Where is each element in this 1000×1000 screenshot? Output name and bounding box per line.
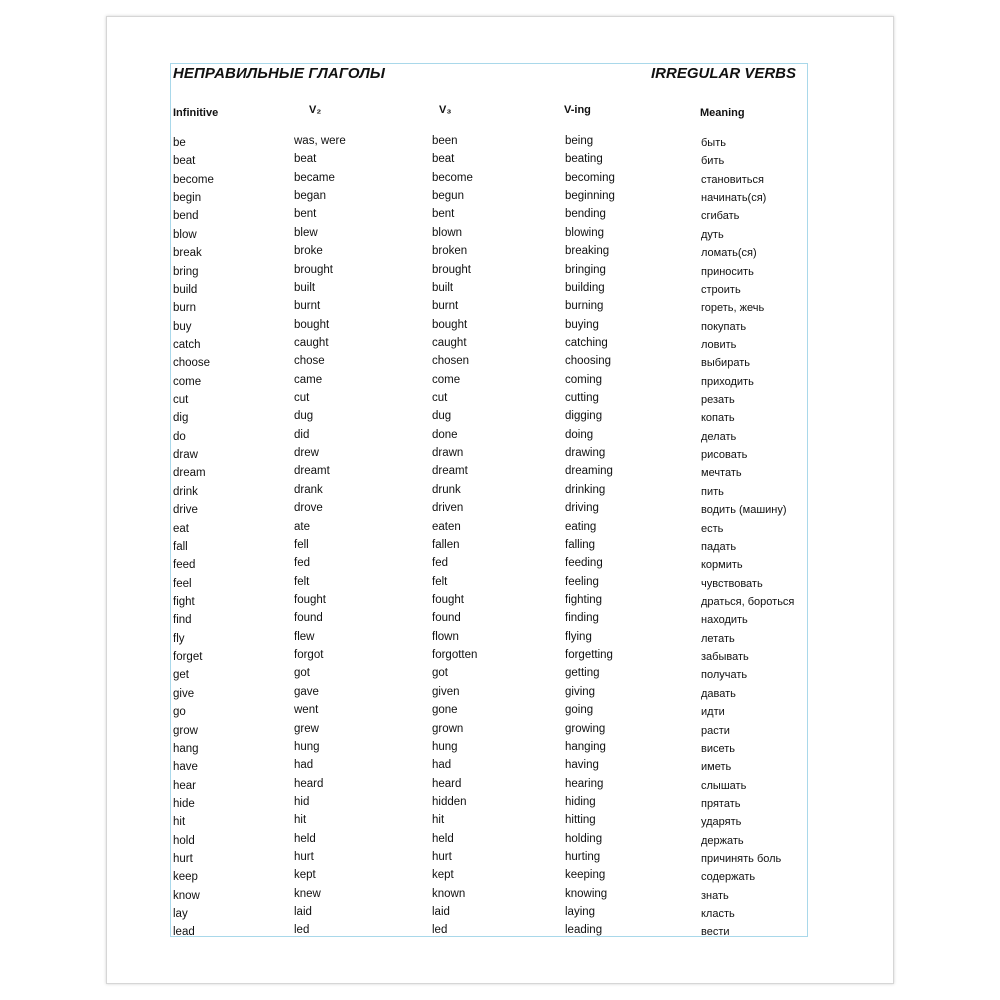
cell-v3: broken — [432, 245, 468, 258]
cell-infinitive: hang — [173, 742, 199, 755]
cell-ving: forgetting — [565, 649, 613, 662]
cell-v2: beat — [294, 153, 317, 166]
cell-meaning: идти — [701, 706, 725, 719]
table-row — [171, 870, 807, 888]
cell-ving: falling — [565, 538, 596, 551]
table-row — [171, 925, 807, 937]
cell-v2: hit — [294, 814, 307, 827]
table-row — [171, 320, 807, 338]
cell-infinitive: break — [173, 247, 202, 260]
table-row — [171, 632, 807, 650]
table-row — [171, 577, 807, 595]
cell-ving: becoming — [565, 171, 615, 184]
table-row — [171, 834, 807, 852]
table-row — [171, 852, 807, 870]
cell-ving: laying — [565, 906, 596, 919]
cell-infinitive: begin — [173, 192, 202, 205]
cell-meaning: содержать — [701, 871, 756, 884]
cell-infinitive: get — [173, 669, 189, 682]
cell-v3: hit — [432, 814, 445, 827]
table-row — [171, 797, 807, 815]
cell-infinitive: drive — [173, 504, 198, 517]
cell-infinitive: have — [173, 761, 198, 774]
cell-infinitive: feel — [173, 577, 192, 590]
cell-ving: buying — [565, 318, 599, 331]
cell-infinitive: choose — [173, 357, 211, 370]
cell-infinitive: lead — [173, 926, 195, 937]
table-row — [171, 209, 807, 227]
table-row — [171, 283, 807, 301]
cell-ving: keeping — [565, 869, 606, 882]
cell-v2: cut — [294, 392, 310, 405]
cell-infinitive: bring — [173, 265, 199, 278]
cell-v2: hid — [294, 795, 310, 808]
cell-meaning: становиться — [701, 173, 764, 186]
cell-v2: gave — [294, 685, 319, 698]
cell-infinitive: know — [173, 889, 200, 902]
cell-v3: dug — [432, 410, 452, 423]
table-row — [171, 191, 807, 209]
cell-v3: grown — [432, 722, 464, 735]
cell-v2: grew — [294, 722, 319, 735]
cell-v2: burnt — [294, 300, 321, 313]
cell-ving: getting — [565, 667, 600, 680]
cell-infinitive: fall — [173, 540, 188, 553]
verb-rows — [171, 136, 807, 937]
cell-meaning: драться, бороться — [701, 595, 795, 608]
table-row — [171, 540, 807, 558]
cell-v2: caught — [294, 336, 329, 349]
cell-v2: hung — [294, 740, 320, 753]
cell-v2: became — [294, 171, 335, 184]
cell-v3: hung — [432, 740, 458, 753]
cell-v2: dug — [294, 410, 314, 423]
cell-infinitive: drink — [173, 485, 198, 498]
cell-ving: being — [565, 135, 594, 147]
cell-v3: fought — [432, 593, 464, 606]
cell-v3: fed — [432, 557, 448, 570]
cell-v2: felt — [294, 575, 310, 588]
cell-v3: begun — [432, 190, 464, 203]
cell-v3: brought — [432, 263, 472, 276]
cell-infinitive: burn — [173, 302, 197, 315]
cell-v2: had — [294, 759, 314, 772]
cell-v3: blown — [432, 226, 463, 239]
cell-ving: hurting — [565, 851, 601, 864]
cell-v2: came — [294, 373, 323, 386]
cell-v3: known — [432, 887, 466, 900]
cell-v2: laid — [294, 906, 312, 919]
cell-infinitive: dig — [173, 412, 189, 425]
cell-ving: leading — [565, 924, 603, 937]
cell-v3: fallen — [432, 538, 460, 551]
cell-infinitive: hurt — [173, 853, 193, 866]
cell-meaning: ломать(ся) — [701, 247, 757, 260]
cell-v2: bent — [294, 208, 317, 221]
header-infinitive: Infinitive — [173, 107, 219, 119]
cell-v3: done — [432, 428, 458, 441]
cell-v2: led — [294, 924, 310, 937]
cell-infinitive: do — [173, 430, 186, 443]
cell-ving: holding — [565, 832, 603, 845]
cell-ving: beating — [565, 153, 603, 166]
cell-infinitive: eat — [173, 522, 189, 535]
table-row — [171, 246, 807, 264]
cell-v2: fed — [294, 557, 310, 570]
cell-meaning: есть — [701, 522, 724, 535]
cell-v3: hidden — [432, 795, 467, 808]
cell-v3: gone — [432, 704, 458, 717]
table-row — [171, 430, 807, 448]
cell-v3: built — [432, 281, 454, 294]
table-row — [171, 466, 807, 484]
cell-ving: cutting — [565, 392, 599, 405]
table-row — [171, 154, 807, 172]
cell-v2: flew — [294, 630, 315, 643]
cell-v2: brought — [294, 263, 334, 276]
cell-meaning: чувствовать — [701, 577, 763, 590]
cell-meaning: рисовать — [701, 449, 748, 462]
cell-ving: flying — [565, 630, 592, 643]
table-row — [171, 668, 807, 686]
cell-meaning: бить — [701, 155, 725, 168]
table-row — [171, 742, 807, 760]
cell-meaning: быть — [701, 137, 726, 149]
cell-meaning: прятать — [701, 797, 741, 810]
cell-ving: growing — [565, 722, 606, 735]
cell-meaning: расти — [701, 724, 730, 737]
cell-meaning: забывать — [701, 651, 749, 664]
cell-ving: building — [565, 281, 605, 294]
header-ving: V-ing — [564, 104, 591, 116]
cell-v3: beat — [432, 153, 455, 166]
cell-meaning: начинать(ся) — [701, 192, 767, 205]
cell-infinitive: fly — [173, 632, 185, 645]
cell-v2: dreamt — [294, 465, 330, 478]
cell-meaning: класть — [701, 908, 735, 921]
cell-v3: driven — [432, 502, 464, 515]
cell-infinitive: draw — [173, 449, 198, 462]
title-russian: НЕПРАВИЛЬНЫЕ ГЛАГОЛЫ — [173, 65, 385, 82]
cell-infinitive: buy — [173, 320, 192, 333]
cell-meaning: знать — [701, 889, 729, 902]
cell-ving: choosing — [565, 355, 612, 368]
cell-meaning: приносить — [701, 265, 754, 278]
cell-v2: found — [294, 612, 323, 625]
cell-ving: hiding — [565, 795, 596, 808]
table-row — [171, 724, 807, 742]
cell-v3: burnt — [432, 300, 459, 313]
cell-v3: drunk — [432, 483, 461, 496]
cell-meaning: копать — [701, 412, 735, 425]
table-row — [171, 448, 807, 466]
cell-meaning: находить — [701, 614, 748, 627]
cell-v2: held — [294, 832, 316, 845]
cell-v3: bought — [432, 318, 468, 331]
cell-infinitive: hear — [173, 779, 197, 792]
cell-infinitive: hit — [173, 816, 186, 829]
cell-v2: heard — [294, 777, 324, 790]
cell-ving: bending — [565, 208, 606, 221]
cell-meaning: получать — [701, 669, 748, 682]
cell-ving: doing — [565, 428, 594, 441]
cell-meaning: слышать — [701, 779, 747, 792]
cell-v2: got — [294, 667, 310, 680]
cell-ving: knowing — [565, 887, 608, 900]
cell-v3: led — [432, 924, 448, 937]
cell-v2: broke — [294, 245, 323, 258]
cell-v3: heard — [432, 777, 462, 790]
cell-infinitive: feed — [173, 559, 196, 572]
cell-meaning: выбирать — [701, 357, 750, 370]
cell-infinitive: fight — [173, 595, 195, 608]
cell-v2: ate — [294, 520, 310, 533]
cell-infinitive: find — [173, 614, 192, 627]
cell-infinitive: grow — [173, 724, 198, 737]
cell-v2: chose — [294, 355, 325, 368]
table-row — [171, 503, 807, 521]
cell-meaning: гореть, жечь — [701, 302, 765, 315]
cell-ving: bringing — [565, 263, 606, 276]
table-row — [171, 173, 807, 191]
cell-meaning: покупать — [701, 320, 747, 333]
cell-v3: become — [432, 171, 473, 184]
cell-infinitive: hide — [173, 797, 195, 810]
cell-v3: laid — [432, 906, 450, 919]
cell-infinitive: go — [173, 706, 186, 719]
cell-ving: giving — [565, 685, 596, 698]
table-row — [171, 522, 807, 540]
cell-infinitive: cut — [173, 394, 189, 407]
cell-v2: kept — [294, 869, 316, 882]
cell-v3: caught — [432, 336, 467, 349]
cell-infinitive: be — [173, 137, 186, 149]
cell-ving: dreaming — [565, 465, 613, 478]
table-row — [171, 595, 807, 613]
table-row — [171, 889, 807, 907]
table-row — [171, 815, 807, 833]
table-row — [171, 375, 807, 393]
cell-v3: felt — [432, 575, 448, 588]
cell-meaning: ловить — [701, 338, 737, 351]
cell-meaning: кормить — [701, 559, 743, 572]
cell-meaning: дуть — [701, 228, 724, 241]
cell-meaning: приходить — [701, 375, 754, 388]
table-row — [171, 613, 807, 631]
cell-ving: hearing — [565, 777, 604, 790]
table-row — [171, 705, 807, 723]
cell-ving: hitting — [565, 814, 596, 827]
table-row — [171, 136, 807, 154]
cell-v3: got — [432, 667, 448, 680]
table-row — [171, 779, 807, 797]
cell-v2: forgot — [294, 649, 324, 662]
table-row — [171, 265, 807, 283]
cell-ving: finding — [565, 612, 599, 625]
cell-ving: digging — [565, 410, 603, 423]
table-row — [171, 650, 807, 668]
cell-meaning: пить — [701, 485, 724, 498]
header-v2: V₂ — [309, 104, 322, 116]
cell-v2: bought — [294, 318, 330, 331]
cell-v2: did — [294, 428, 310, 441]
cell-infinitive: give — [173, 687, 195, 700]
cell-infinitive: beat — [173, 155, 196, 168]
cell-ving: feeling — [565, 575, 599, 588]
cell-ving: coming — [565, 373, 603, 386]
cell-v2: was, were — [294, 135, 346, 147]
cell-v2: blew — [294, 226, 318, 239]
header-v3: V₃ — [439, 104, 452, 116]
cell-ving: drinking — [565, 483, 606, 496]
cell-ving: eating — [565, 520, 597, 533]
cell-v3: cut — [432, 392, 448, 405]
cell-v3: eaten — [432, 520, 461, 533]
cell-meaning: мечтать — [701, 467, 742, 480]
cell-v3: forgotten — [432, 649, 478, 662]
cell-infinitive: forget — [173, 651, 203, 664]
table-row — [171, 338, 807, 356]
cell-v2: drew — [294, 447, 319, 460]
cell-ving: fighting — [565, 593, 603, 606]
cell-v2: went — [294, 704, 319, 717]
cell-v2: began — [294, 190, 326, 203]
cell-v3: been — [432, 135, 458, 147]
cell-v3: flown — [432, 630, 459, 643]
cell-meaning: падать — [701, 540, 737, 553]
cell-v3: held — [432, 832, 454, 845]
cell-meaning: резать — [701, 394, 735, 407]
cell-infinitive: become — [173, 173, 214, 186]
cell-v2: knew — [294, 887, 321, 900]
table-row — [171, 301, 807, 319]
cell-v3: hurt — [432, 851, 452, 864]
table-row — [171, 485, 807, 503]
cell-v2: hurt — [294, 851, 314, 864]
cell-infinitive: build — [173, 283, 198, 296]
cell-v3: dreamt — [432, 465, 468, 478]
table-row — [171, 760, 807, 778]
cell-meaning: ударять — [701, 816, 742, 829]
cell-v3: kept — [432, 869, 454, 882]
cell-meaning: давать — [701, 687, 736, 700]
cell-v2: fell — [294, 538, 309, 551]
cell-meaning: вести — [701, 926, 730, 937]
cell-infinitive: blow — [173, 228, 197, 241]
cell-ving: catching — [565, 336, 608, 349]
cell-v2: drank — [294, 483, 323, 496]
cell-v3: given — [432, 685, 460, 698]
cell-ving: driving — [565, 502, 599, 515]
cell-meaning: висеть — [701, 742, 736, 755]
table-row — [171, 228, 807, 246]
cell-v2: drove — [294, 502, 323, 515]
cell-meaning: держать — [701, 834, 744, 847]
title-english: IRREGULAR VERBS — [650, 65, 796, 82]
table-row — [171, 687, 807, 705]
cell-ving: feeding — [565, 557, 603, 570]
table-row — [171, 356, 807, 374]
table-row — [171, 393, 807, 411]
cell-infinitive: hold — [173, 834, 195, 847]
cell-infinitive: bend — [173, 210, 199, 223]
cell-infinitive: dream — [173, 467, 206, 480]
cell-ving: burning — [565, 300, 604, 313]
cell-v3: drawn — [432, 447, 464, 460]
cell-ving: blowing — [565, 226, 604, 239]
cell-v2: fought — [294, 593, 326, 606]
cell-v3: bent — [432, 208, 455, 221]
verb-table-frame — [170, 63, 808, 937]
cell-infinitive: catch — [173, 338, 201, 351]
cell-ving: hanging — [565, 740, 606, 753]
cell-v3: chosen — [432, 355, 470, 368]
cell-meaning: сгибать — [701, 210, 740, 223]
cell-v3: come — [432, 373, 461, 386]
table-row — [171, 907, 807, 925]
table-row — [171, 411, 807, 429]
cell-infinitive: keep — [173, 871, 198, 884]
header-meaning: Meaning — [700, 107, 745, 119]
cell-meaning: причинять боль — [701, 853, 782, 866]
cell-ving: going — [565, 704, 594, 717]
cell-infinitive: come — [173, 375, 202, 388]
cell-meaning: летать — [701, 632, 735, 645]
cell-meaning: строить — [701, 283, 741, 296]
cell-meaning: делать — [701, 430, 737, 443]
cell-infinitive: lay — [173, 908, 188, 921]
cell-meaning: иметь — [701, 761, 732, 774]
cell-ving: having — [565, 759, 599, 772]
cell-ving: drawing — [565, 447, 606, 460]
table-row — [171, 558, 807, 576]
cell-ving: breaking — [565, 245, 610, 258]
cell-v2: built — [294, 281, 316, 294]
cell-ving: beginning — [565, 190, 615, 203]
cell-v3: found — [432, 612, 461, 625]
cell-v3: had — [432, 759, 452, 772]
cell-meaning: водить (машину) — [701, 504, 787, 517]
